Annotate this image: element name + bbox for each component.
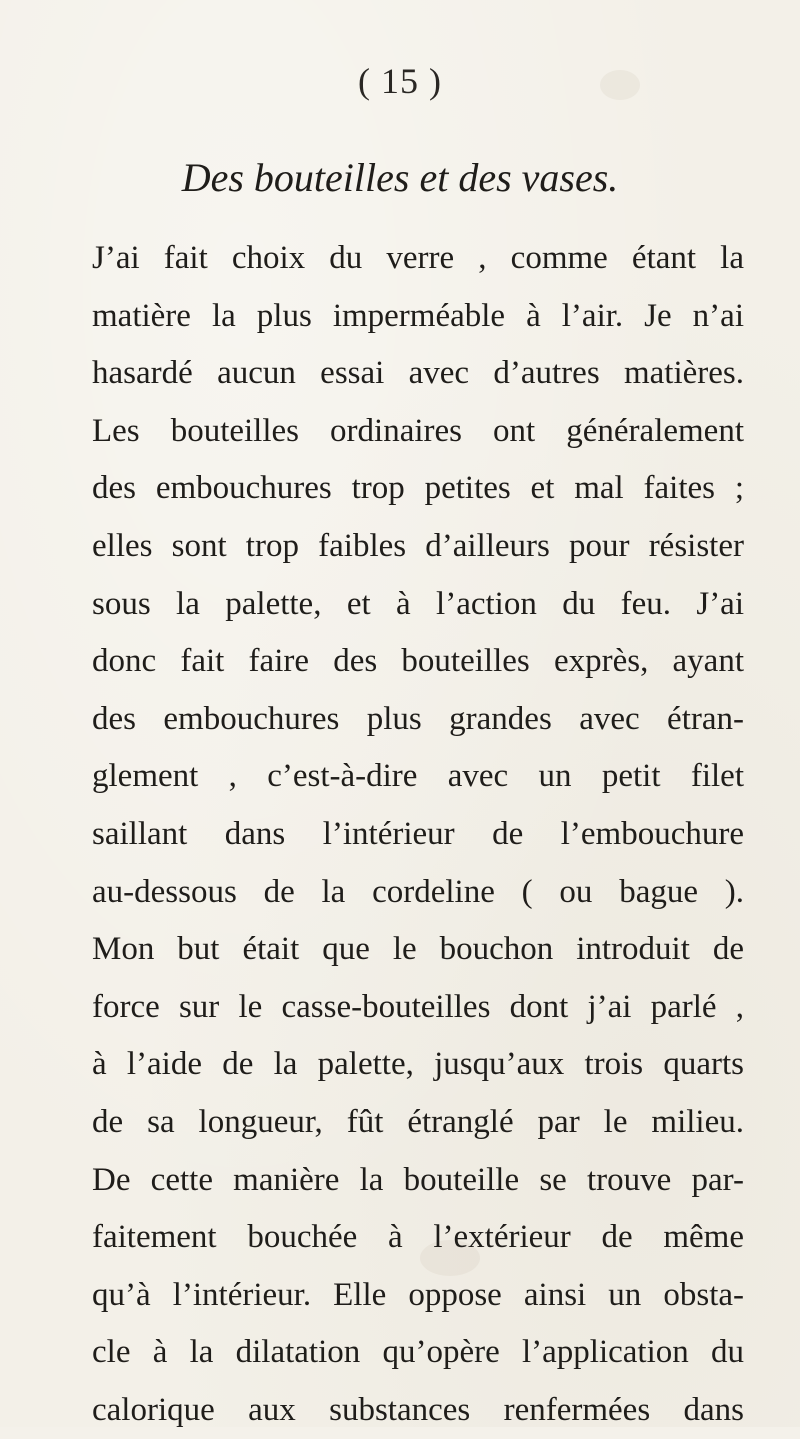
- text-line: cle à la dilatation qu’opère l’application du: [92, 1334, 744, 1371]
- text-line: saillant dans l’intérieur de l’embouchure: [92, 815, 744, 852]
- text-line: à l’aide de la palette, jusqu’aux trois quarts: [92, 1046, 744, 1083]
- text-line: des embouchures trop petites et mal faites ;: [92, 470, 744, 507]
- page-number: ( 15 ): [358, 61, 442, 101]
- text-line: elles sont trop faibles d’ailleurs pour résister: [92, 527, 744, 564]
- text-line: calorique aux substances renfermées dans: [92, 1391, 744, 1428]
- section-heading: Des bouteilles et des vases.: [181, 155, 619, 200]
- text-line: force sur le casse-bouteilles dont j’ai parlé ,: [92, 988, 744, 1025]
- text-line: Mon but était que le bouchon introduit de: [92, 931, 744, 968]
- text-line: matière la plus imperméable à l’air. Je n’ai: [92, 297, 744, 334]
- text-line: des embouchures plus grandes avec étran-: [92, 700, 744, 737]
- text-line: sous la palette, et à l’action du feu. J’ai: [92, 585, 744, 622]
- text-line: de sa longueur, fût étranglé par le milieu.: [92, 1103, 744, 1140]
- text-line: glement , c’est-à-dire avec un petit filet: [92, 758, 744, 795]
- text-line: qu’à l’intérieur. Elle oppose ainsi un obsta-: [92, 1276, 744, 1313]
- text-line: J’ai fait choix du verre , comme étant la: [92, 240, 744, 276]
- text-line: donc fait faire des bouteilles exprès, ayant: [92, 643, 744, 680]
- text-line: Les bouteilles ordinaires ont généralement: [92, 412, 744, 449]
- text-line: au-dessous de la cordeline ( ou bague ).: [92, 873, 744, 910]
- text-line: hasardé aucun essai avec d’autres matières.: [92, 355, 744, 392]
- text-line: De cette manière la bouteille se trouve par-: [92, 1161, 744, 1198]
- body-text: [92, 230, 744, 1439]
- text-line: faitement bouchée à l’extérieur de même: [92, 1219, 744, 1256]
